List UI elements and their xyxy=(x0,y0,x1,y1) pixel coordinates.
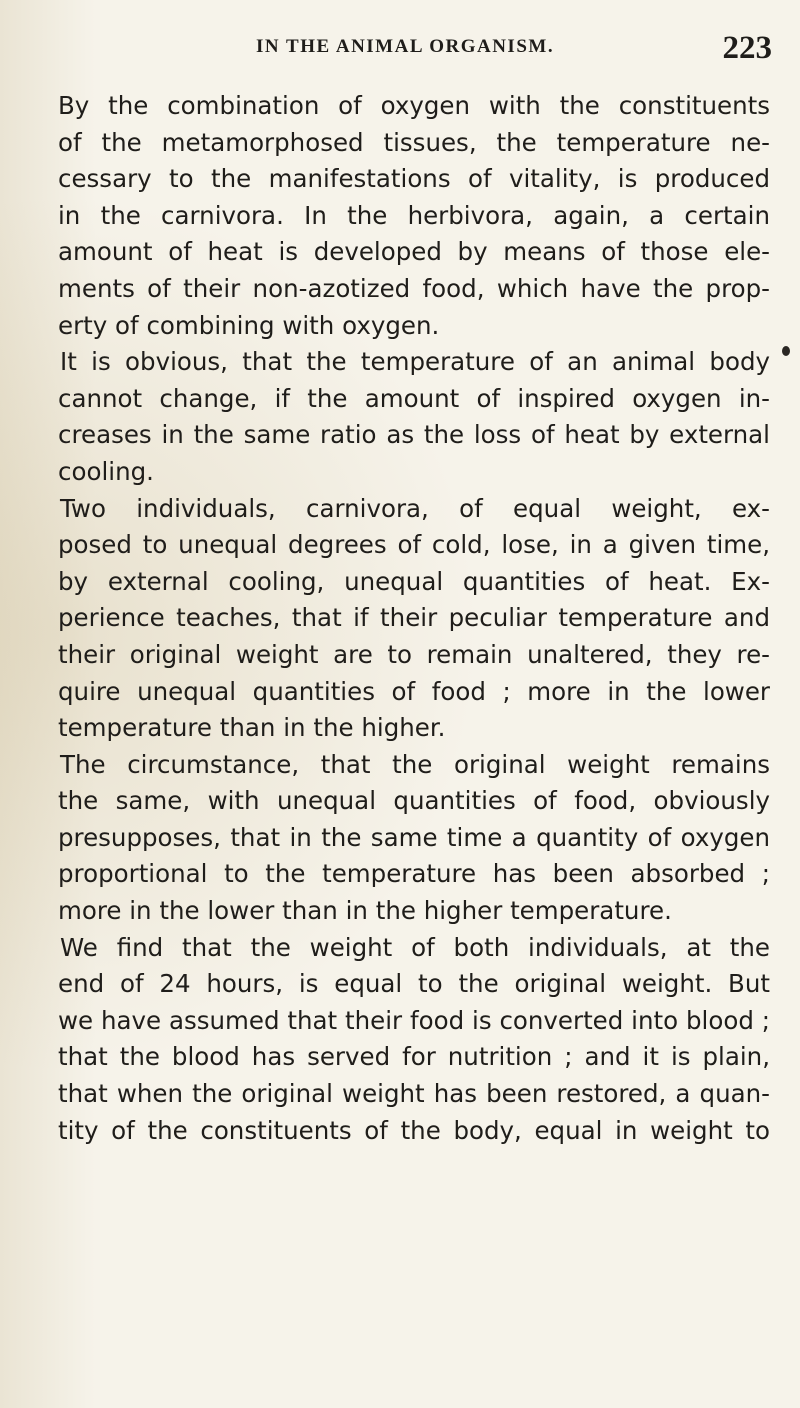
text-line-3: cessary to the manifestations of vitality, is produced xyxy=(58,164,770,194)
running-head xyxy=(40,30,780,70)
text-line-21: presupposes, that in the same time a quantity of oxygen xyxy=(58,822,770,852)
text-line-7: erty of combining with oxygen. xyxy=(58,310,440,340)
page-number: 223 xyxy=(722,30,772,66)
text-line-29: tity of the constituents of the body, equal in weight to xyxy=(58,1115,770,1145)
text-line-22: proportional to the temperature has been absorbed ; xyxy=(58,859,770,889)
text-line-12: Two individuals, carnivora, of equal weight, ex- xyxy=(60,493,770,523)
text-line-15: perience teaches, that if their peculiar temperature and xyxy=(58,603,770,633)
text-line-6: ments of their non-azotized food, which have the prop- xyxy=(58,273,770,303)
text-line-8: It is obvious, that the temperature of an animal body xyxy=(60,347,770,377)
text-line-20: the same, with unequal quantities of food, obviously xyxy=(58,786,770,816)
text-line-9: cannot change, if the amount of inspired oxygen in- xyxy=(58,383,770,413)
text-line-19: The circumstance, that the original weight remains xyxy=(60,749,770,779)
text-line-25: end of 24 hours, is equal to the original weight. But xyxy=(58,969,770,999)
text-line-28: that when the original weight has been restored, a quan- xyxy=(58,1079,770,1109)
text-line-11: cooling. xyxy=(58,456,154,486)
text-line-27: that the blood has served for nutrition ; and it is plain, xyxy=(58,1042,770,1072)
text-line-23: more in the lower than in the higher temperature. xyxy=(58,896,672,926)
text-line-17: quire unequal quantities of food ; more in the lower xyxy=(58,676,770,706)
text-line-18: temperature than in the higher. xyxy=(58,713,446,743)
text-line-16: their original weight are to remain unaltered, they re- xyxy=(58,639,770,669)
margin-ink-dot xyxy=(782,346,790,356)
text-line-1: By the combination of oxygen with the constituents xyxy=(58,91,770,120)
text-line-4: in the carnivora. In the herbivora, again, a certain xyxy=(58,200,770,230)
running-title: IN THE ANIMAL ORGANISM. xyxy=(256,36,555,57)
text-line-10: creases in the same ratio as the loss of heat by external xyxy=(58,420,770,450)
text-line-14: by external cooling, unequal quantities of heat. Ex- xyxy=(58,566,770,596)
text-line-24: We find that the weight of both individuals, at the xyxy=(60,932,770,962)
text-line-5: amount of heat is developed by means of those ele- xyxy=(58,237,770,267)
text-line-2: of the metamorphosed tissues, the temperature ne- xyxy=(58,127,770,157)
text-line-26: we have assumed that their food is converted into blood ; xyxy=(58,1005,770,1035)
body-text xyxy=(58,88,770,1149)
text-line-13: posed to unequal degrees of cold, lose, in a given time, xyxy=(58,530,770,560)
